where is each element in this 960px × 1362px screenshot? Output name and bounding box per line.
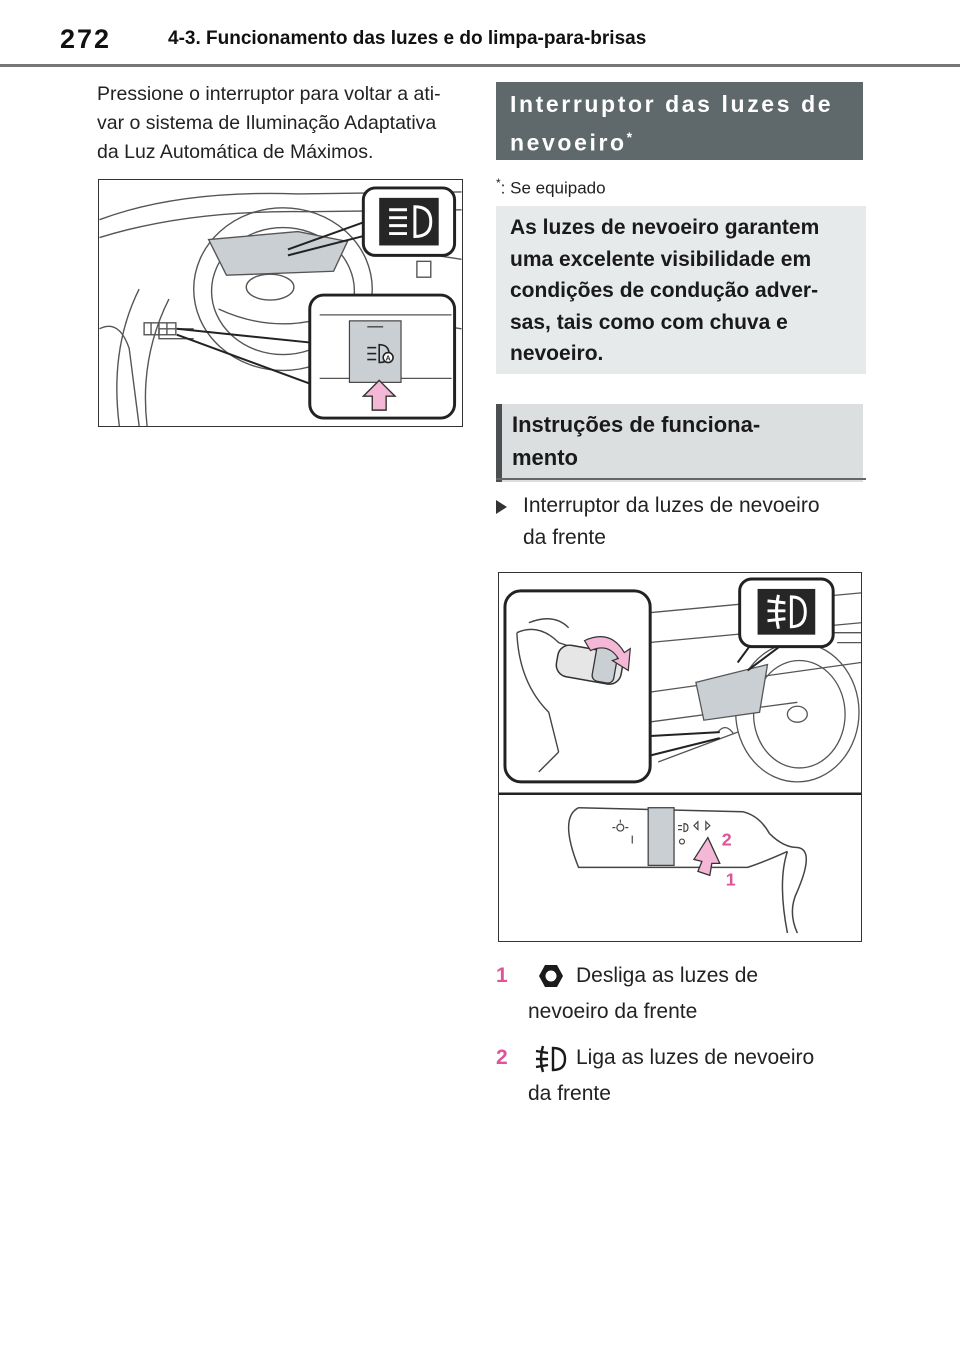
fog-lights-banner <box>496 82 863 160</box>
banner-title-line2: nevoeiro <box>510 129 627 156</box>
intro-line: condições de condução adver- <box>510 279 819 302</box>
section-title-line2: mento <box>512 445 578 470</box>
fog-switch-bullet <box>496 490 866 554</box>
banner-title-line1: Interruptor das luzes de <box>510 91 834 117</box>
paragraph-line: var o sistema de Iluminação Adaptativa <box>97 112 437 134</box>
intro-line: As luzes de nevoeiro garantem <box>510 216 820 239</box>
section-accent-bar <box>496 404 502 482</box>
step-item-2 <box>496 1040 866 1112</box>
paragraph-line: da Luz Automática de Máximos. <box>97 141 374 163</box>
bullet-line2: da frente <box>523 526 606 549</box>
header-divider <box>0 64 960 67</box>
callout-2: 2 <box>721 829 732 850</box>
page-header <box>0 0 960 68</box>
step-line1: Liga as luzes de nevoeiro <box>576 1046 815 1069</box>
intro-line: sas, tais como com chuva e <box>510 310 788 334</box>
intro-box <box>496 206 866 374</box>
footnote-mark: * <box>496 176 501 190</box>
bullet-text <box>523 490 866 554</box>
chapter-title: 4-3. Funcionamento das luzes e do limpa-para-brisas <box>168 28 647 49</box>
intro-line: nevoeiro. <box>510 342 604 365</box>
intro-text <box>510 212 852 370</box>
step-number: 2 <box>496 1046 508 1069</box>
dashboard-drawing <box>99 180 462 426</box>
banner-title-mark: * <box>626 129 633 145</box>
step-number: 1 <box>496 964 508 987</box>
intro-line: uma excelente visibilidade em <box>510 247 812 271</box>
banner-title <box>510 88 849 160</box>
step-line1: Desliga as luzes de <box>576 964 759 987</box>
callout-1: 1 <box>725 869 736 890</box>
section-underline <box>496 478 866 480</box>
hand-callout <box>505 591 650 782</box>
triangle-bullet-icon <box>496 500 507 514</box>
step-item-1 <box>496 958 866 1030</box>
resume-paragraph <box>97 80 467 167</box>
page-number: 272 <box>60 24 112 54</box>
paragraph-line: Pressione o interruptor para voltar a ati- <box>97 83 441 105</box>
step-line2: da frente <box>528 1082 611 1105</box>
switch-label-a: A <box>385 355 391 363</box>
section-title-line1: Instruções de funciona- <box>512 412 761 437</box>
dashboard-switch-illustration <box>98 179 463 427</box>
section-title <box>512 408 847 474</box>
front-fog-light-icon <box>532 1043 568 1075</box>
fog-lever-drawing <box>499 573 861 941</box>
push-arrow <box>694 838 720 876</box>
bullet-line1: Interruptor da luzes de nevoeiro <box>523 494 820 517</box>
step-line2: nevoeiro da frente <box>528 1000 698 1023</box>
footnote <box>496 176 606 199</box>
section-heading <box>496 404 863 482</box>
off-icon <box>536 961 566 991</box>
footnote-text: : Se equipado <box>500 178 606 198</box>
fog-lever-illustration <box>498 572 862 942</box>
